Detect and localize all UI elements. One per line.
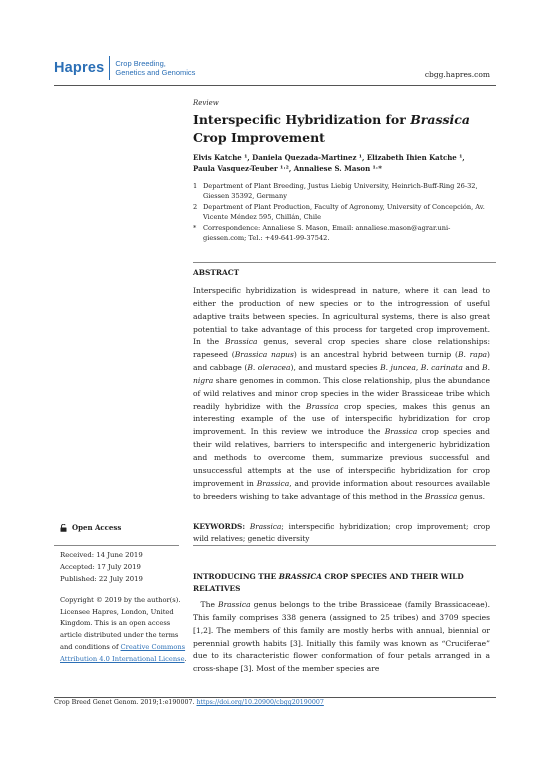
header-rule (54, 85, 496, 86)
affiliation-marker: 2 (193, 202, 198, 211)
affiliation-text: Department of Plant Production, Faculty of Agronomy, University of Concepción, Av. Vicente Méndez 595, Chillán, Chile (203, 202, 485, 222)
sidebar-rule (54, 545, 179, 546)
keywords: KEYWORDS: Brassica; interspecific hybridization; crop improvement; crop wild relatives; genetic diversity (193, 522, 490, 543)
article-type: Review (193, 99, 219, 107)
open-access-badge: Open Access (60, 523, 121, 532)
article-title: Interspecific Hybridization for Brassica Crop Improvement (193, 112, 470, 145)
affiliation-text: Correspondence: Annaliese S. Mason, Email: annaliese.mason@agrar.uni-giessen.com; Tel.: +49-641-99-37542. (203, 223, 451, 243)
doi-link[interactable]: https://doi.org/10.20900/cbgg20190007 (196, 699, 324, 706)
footer-citation: Crop Breed Genet Genom. 2019;1:e190007. https://doi.org/10.20900/cbgg20190007 (54, 699, 324, 706)
journal-name: Crop Breeding, Genetics and Genomics (115, 59, 196, 77)
footer-rule (54, 697, 496, 698)
section-heading: INTRODUCING THE BRASSICA CROP SPECIES AND THEIR WILD RELATIVES (193, 572, 464, 593)
open-lock-icon (60, 524, 67, 532)
affiliation-item (193, 202, 493, 223)
keywords-label: KEYWORDS: (193, 522, 246, 531)
copyright-notice: Copyright © 2019 by the author(s). Licensee Hapres, London, United Kingdom. This is an open access article distributed under the terms and conditions of Creative Commons Attribution 4.0 International License. (60, 596, 187, 663)
license-link[interactable]: Creative Commons Attribution 4.0 International License (60, 642, 186, 663)
keywords-rule (193, 545, 496, 546)
abstract-heading: ABSTRACT (193, 268, 240, 277)
article-dates (60, 549, 143, 586)
published-date: Published: 22 July 2019 (60, 575, 143, 584)
affiliation-marker: 1 (193, 182, 198, 190)
logo-divider (109, 56, 110, 80)
abstract-text: Interspecific hybridization is widespread in nature, where it can lead to either the production of new species or to the introgression of useful adaptive traits between species. In agricultural systems, there is also great potential to take advantage of this process for targeted crop improvement. In the Brassica genus, several crop species share close relationships: rapeseed (Brassica napus) is an ancestral hybrid between turnip (B. rapa) and cabbage (B. oleracea), and mustard species B. juncea, B. carinata and B. nigra share genomes in common. This close relationship, plus the abundance of wild relatives and minor crop species in the wider Brassiceae tribe which readily hybridize with the Brassica crop species, makes this genus an interesting example of the use of interspecific hybridization for crop improvement. In this review we introduce the Brassica crop species and their wild relatives, barriers to interspecific and intergeneric hybridization and methods to overcome them, summarize previous successful and unsuccessful attempts at the use of interspecific hybridization for crop improvement in Brassica, and provide information about resources available to breeders wishing to take advantage of this method in the Brassica genus. (193, 286, 490, 501)
affiliation-text: Department of Plant Breeding, Justus Liebig University, Heinrich-Buff-Ring 26-32, Giessen 35392, Germany (203, 182, 478, 201)
affiliations (193, 181, 493, 243)
affiliation-item (193, 181, 493, 202)
journal-logo[interactable] (54, 53, 195, 83)
accepted-date: Accepted: 17 July 2019 (60, 563, 141, 572)
abstract-rule (193, 262, 496, 263)
affiliation-item (193, 223, 493, 244)
affiliation-marker: * (193, 223, 197, 232)
received-date: Received: 14 June 2019 (60, 551, 143, 559)
section-body-text: The Brassica genus belongs to the tribe Brassiceae (family Brassicaceae). This family comprises 338 genera (assigned to 25 tribes) and 3709 species [1,2]. The members of this family are mostly herbs with annual, biennial or perennial growth habits [3]. Initially this family was known as “Cruciferae” due to its characteristic flower conformation of four petals arranged in a cross-shape [3]. Most of the member species are (193, 600, 490, 674)
author-list: Elvis Katche ¹, Daniela Quezada-Martinez ¹, Elizabeth Ihien Katche ¹, Paula Vasquez-Teuber ¹˒², Annaliese S. Mason ¹˒* (193, 153, 465, 173)
journal-site[interactable]: cbgg.hapres.com (424, 70, 490, 79)
publisher-name: Hapres (54, 60, 105, 76)
